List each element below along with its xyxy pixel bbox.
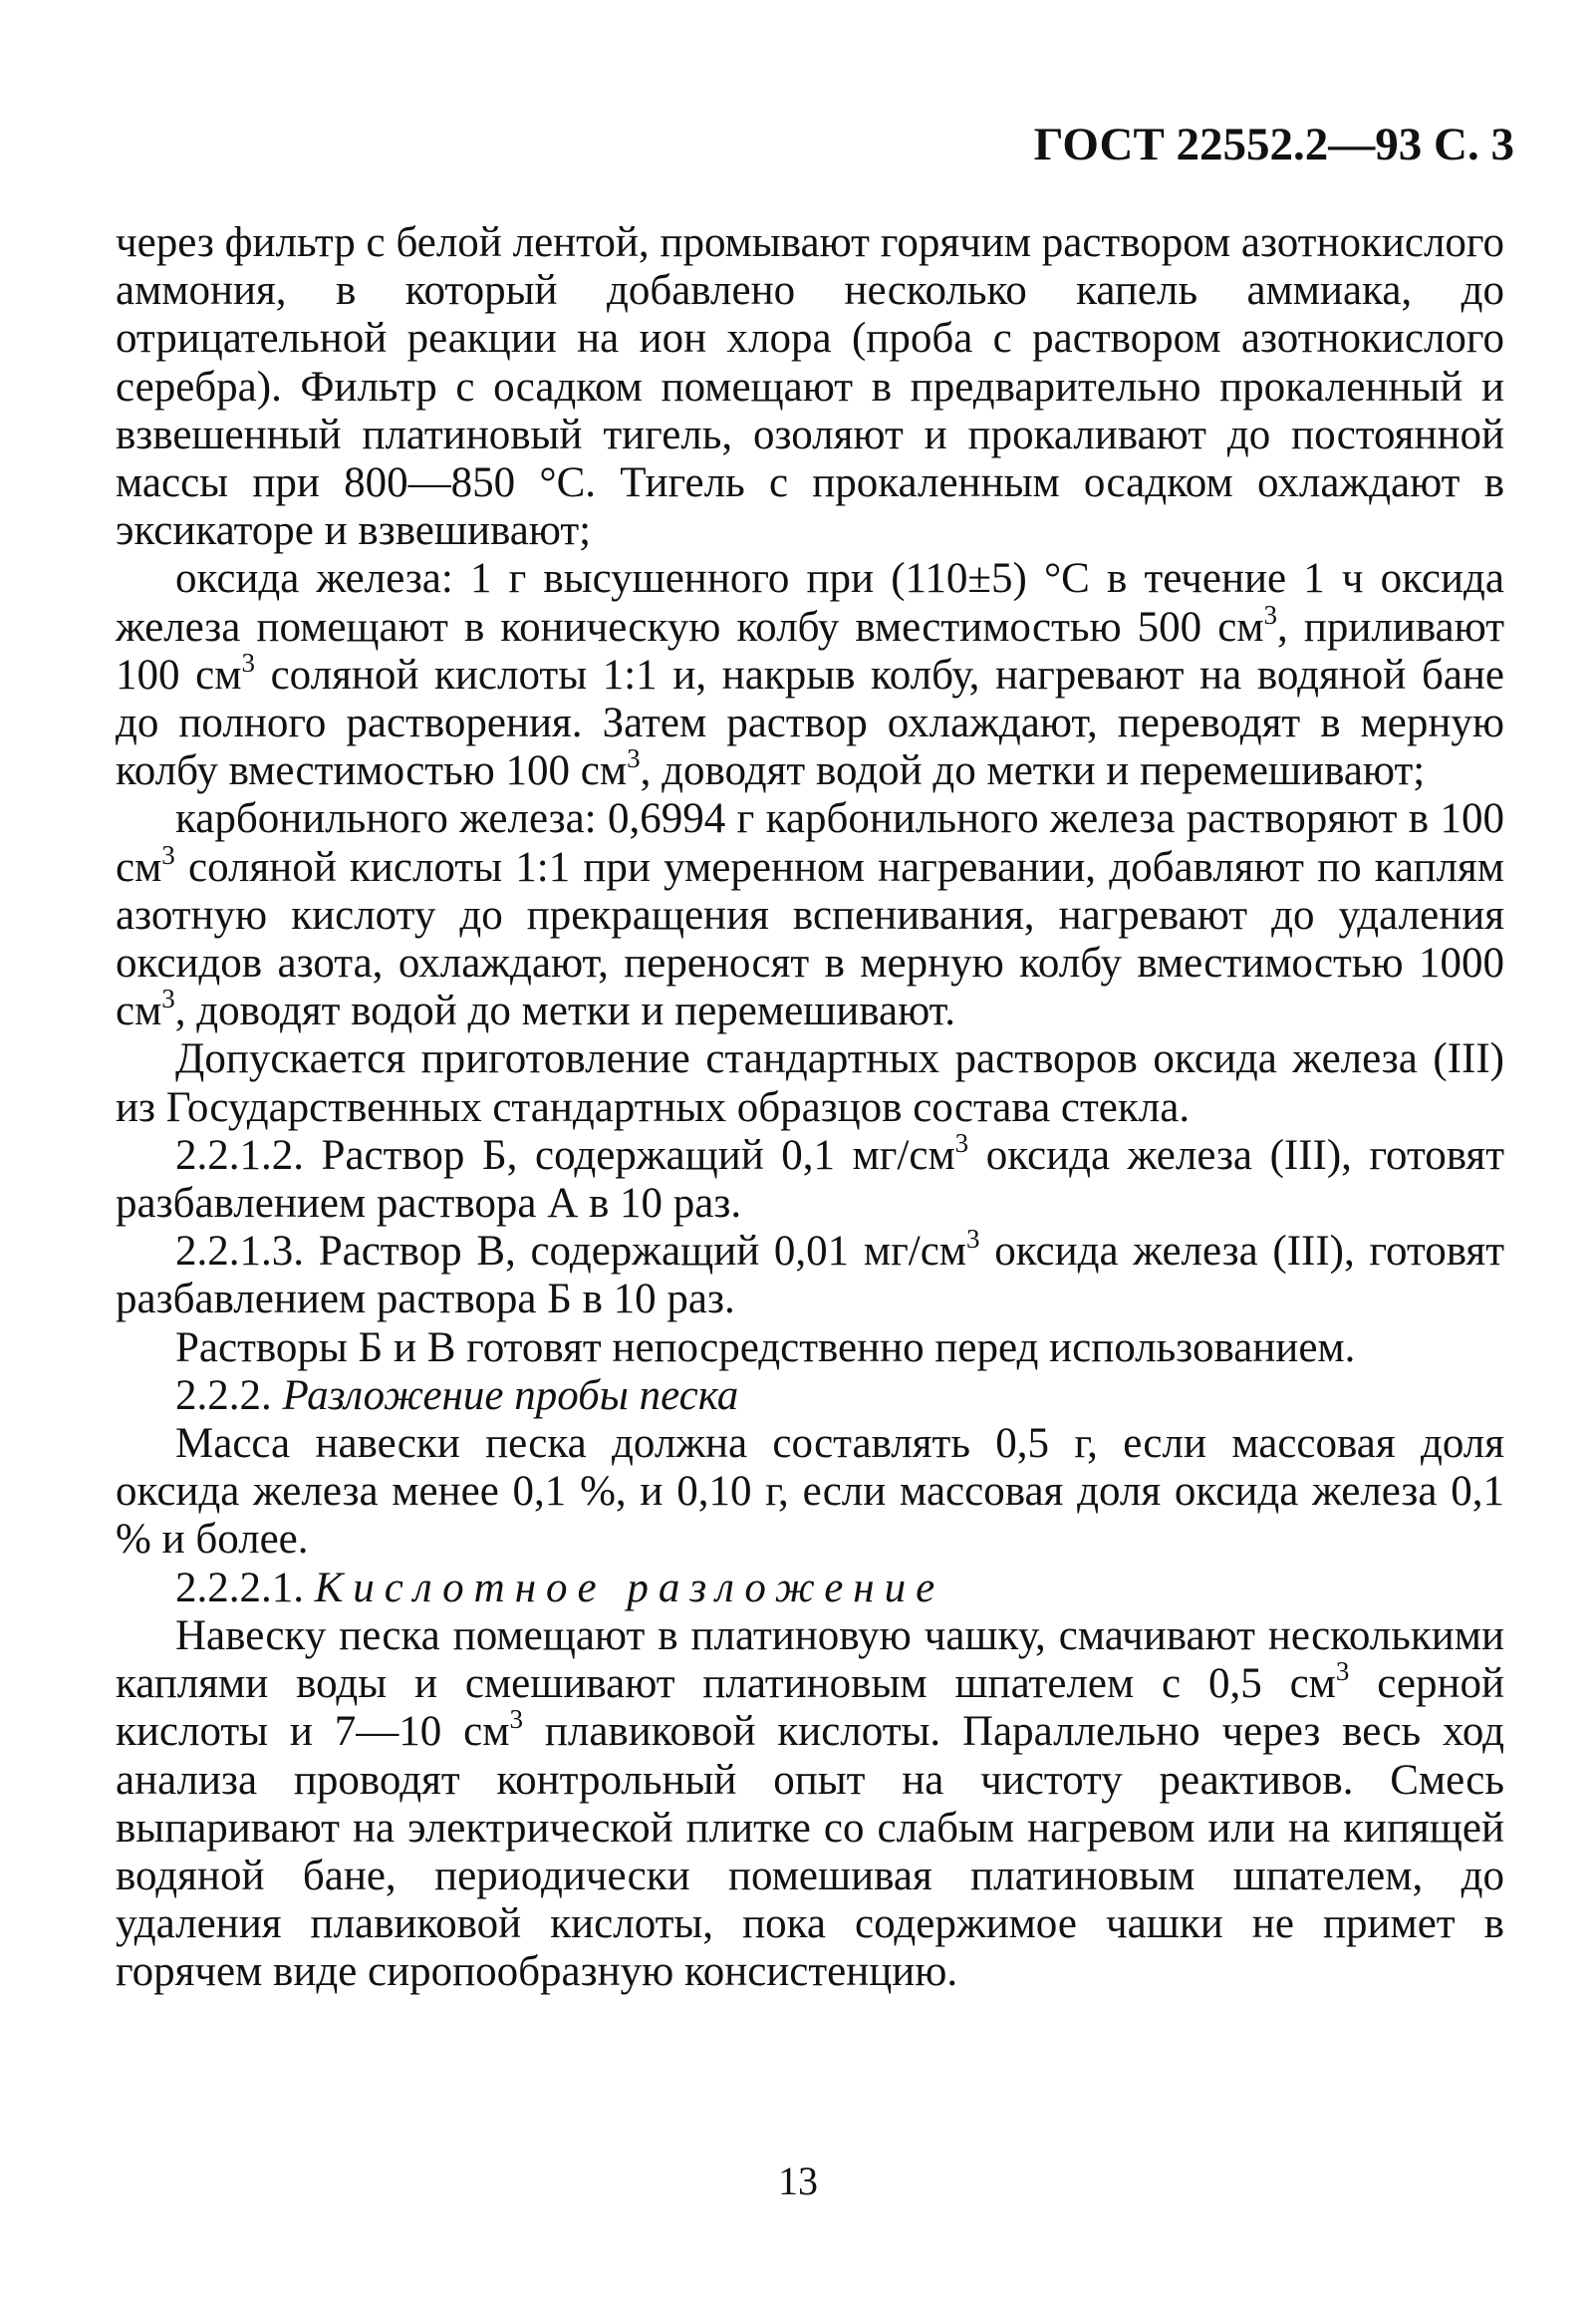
paragraph-p9 [116,1420,1504,1565]
text-run: оксида железа (III), готовят разбавлением раствора Б в 10 раз. [116,1228,1504,1323]
text-run: оксида железа (III), готовят разбавлением раствора А в 10 раз. [116,1131,1504,1228]
superscript: 3 [241,647,255,678]
text-run: соляной кислоты 1:1 при умеренном нагревании, добавляют по каплям азотную кислоту до прекращения вспенивания, нагревают до удаления оксидов азота, охлаждают, переносят в мерную колбу вместимостью 1000 см [116,843,1504,1035]
text-run: , доводят водой до метки и перемешивают; [640,747,1426,795]
text-run: Кислотное разложение [314,1564,945,1611]
superscript: 3 [1335,1656,1350,1687]
text-run: , приливают 100 см [116,603,1504,699]
document-body [116,219,1504,1997]
superscript: 3 [509,1704,523,1735]
paragraph-p7 [116,1324,1504,1372]
superscript: 3 [954,1127,969,1158]
superscript: 3 [627,743,641,774]
text-run: Масса навески песка должна составлять 0,5 г, если массовая доля оксида железа менее 0,1 %, и 0,10 г, если массовая доля оксида железа 0,1 % и более. [116,1420,1504,1564]
text-run: 2.2.1.3. Раствор В, содержащий 0,01 мг/см [175,1228,966,1276]
document-header: ГОСТ 22552.2—93 С. 3 [1033,119,1514,170]
paragraph-p8 [116,1372,1504,1420]
text-run: 2.2.1.2. Раствор Б, содержащий 0,1 мг/см [175,1131,955,1179]
text-run: соляной кислоты 1:1 и, накрыв колбу, нагревают на водяной бане до полного растворения. Затем раствор охлаждают, переводят в мерную колбу вместимостью 100 см [116,651,1505,795]
superscript: 3 [161,984,175,1014]
text-run: оксида железа: 1 г высушенного при (110±5) °С в течение 1 ч оксида железа помещают в коническую колбу вместимостью 500 см [116,555,1504,651]
text-run: Разложение пробы песка [282,1371,739,1419]
page-number: 13 [778,2158,818,2203]
text-run: Допускается приготовление стандартных растворов оксида железа (III) из Государственных стандартных образцов состава стекла. [116,1035,1504,1131]
text-run: плавиковой кислоты. Параллельно через весь ход анализа проводят контрольный опыт на чистоту реактивов. Смесь выпаривают на электрической плитке со слабым нагревом или на кипящей водяной бане, периодически помешивая платиновым шпателем, до удаления плавиковой кислоты, пока содержимое чашки не примет в горячем виде сиропообразную консистенцию. [116,1708,1504,1996]
text-run: карбонильного железа: 0,6994 г карбонильного железа растворяют в 100 см [116,795,1504,891]
superscript: 3 [161,839,175,870]
text-run: 2.2.2.1. [175,1564,315,1611]
paragraph-p2 [116,555,1504,795]
paragraph-p1 [116,219,1504,555]
paragraph-p6 [116,1224,1504,1323]
paragraph-p5 [116,1127,1504,1228]
text-run: Навеску песка помещают в платиновую чашку, смачивают несколькими каплями воды и смешивают платиновым шпателем с 0,5 см [116,1611,1504,1708]
paragraph-p10 [116,1565,1504,1612]
text-run: 2.2.2. [175,1371,283,1419]
paragraph-p4 [116,1035,1504,1131]
text-run: Растворы Б и В готовят непосредственно перед использованием. [175,1323,1356,1371]
superscript: 3 [1263,599,1278,630]
paragraph-p3 [116,795,1504,1035]
text-run: через фильтр с белой лентой, промывают горячим раствором азотнокислого аммония, в который добавлено несколько капель аммиака, до отрицательной реакции на ион хлора (проба с раствором азотнокислого серебра). Фильтр с осадком помещают в предварительно прокаленный и взвешенный платиновый тигель, озоляют и прокаливают до постоянной массы при 800—850 °С. Тигель с прокаленным осадком охлаждают в эксикаторе и взвешивают; [116,219,1504,555]
paragraph-p11 [116,1612,1504,1997]
text-run: серной кислоты и 7—10 см [116,1660,1504,1756]
text-run: , доводят водой до метки и перемешивают. [174,988,955,1035]
superscript: 3 [966,1224,980,1255]
